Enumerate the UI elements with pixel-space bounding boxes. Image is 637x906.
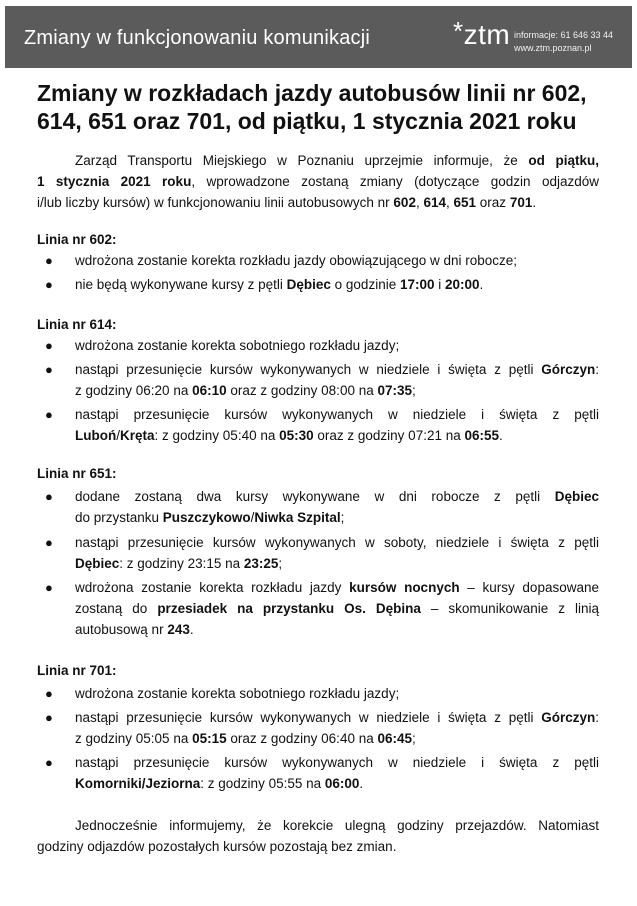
list-item: ● wdrożona zostanie korekta rozkładu jazdy obowiązującego w dni robocze; bbox=[45, 250, 599, 271]
bullet-icon: ● bbox=[45, 489, 53, 504]
bullet-icon: ● bbox=[45, 580, 53, 595]
logo-asterisk-icon: * bbox=[453, 16, 464, 46]
header-bar bbox=[5, 6, 632, 68]
info-website: www.ztm.poznan.pl bbox=[514, 43, 592, 53]
info-phone: informacje: 61 646 33 44 bbox=[514, 30, 614, 40]
list-item: ● nie będą wykonywane kursy z pętli Dębiec o godzinie 17:00 i 20:00. bbox=[45, 274, 599, 295]
bullet-icon: ● bbox=[45, 407, 53, 422]
document-title bbox=[37, 79, 607, 135]
logo-text: ztm bbox=[463, 19, 511, 50]
bullet-icon: ● bbox=[45, 686, 53, 701]
list-item: ● wdrożona zostanie korekta sobotniego rozkładu jazdy; bbox=[45, 683, 599, 704]
list-item: ● wdrożona zostanie korekta sobotniego rozkładu jazdy; bbox=[45, 335, 599, 356]
list-item: ● nastąpi przesunięcie kursów wykonywanych w niedziele i święta z pętli Luboń/Kręta: z godziny 05:40 na 05:30 oraz z godziny 07:21 na 06:55. bbox=[45, 404, 599, 446]
list-item: ● nastąpi przesunięcie kursów wykonywanych w niedziele i święta z pętli Górczyn: z godziny 06:20 na 06:10 oraz z godziny 08:00 na 07:35; bbox=[45, 359, 599, 401]
list-item: ● dodane zostaną dwa kursy wykonywane w dni robocze z pętli Dębiec do przystanku Puszczykowo/Niwka Szpital; bbox=[45, 486, 599, 528]
intro-paragraph: Zarząd Transportu Miejskiego w Poznaniu uprzejmie informuje, że od piątku, 1 stycznia 2021 roku, wprowadzone zostaną zmiany (dotyczące godzin odjazdów i/lub liczby kursów) w funkcjonowaniu linii autobusowych nr 602, 614, 651 oraz 701. bbox=[37, 153, 599, 210]
closing-paragraph: Jednocześnie informujemy, że korekcie ulegną godziny przejazdów. Natomiast godziny odjazdów pozostałych kursów pozostają bez zmian. bbox=[37, 818, 599, 854]
contact-info bbox=[514, 29, 613, 55]
heading-line-614: Linia nr 614: bbox=[37, 317, 117, 332]
title-line-2: 614, 651 oraz 701, od piątku, 1 stycznia 2021 roku bbox=[37, 108, 577, 134]
title-line-1: Zmiany w rozkładach jazdy autobusów linii nr 602, bbox=[37, 80, 587, 106]
bullet-icon: ● bbox=[45, 535, 53, 550]
list-item: ● nastąpi przesunięcie kursów wykonywanych w niedziele i święta z pętli Górczyn: z godziny 05:05 na 05:15 oraz z godziny 06:40 na 06:45; bbox=[45, 707, 599, 749]
header-title: Zmiany w funkcjonowaniu komunikacji bbox=[24, 27, 371, 49]
ztm-logo bbox=[453, 16, 511, 50]
heading-line-701: Linia nr 701: bbox=[37, 663, 117, 678]
heading-line-602: Linia nr 602: bbox=[37, 232, 117, 247]
bullet-icon: ● bbox=[45, 277, 53, 292]
bullet-icon: ● bbox=[45, 710, 53, 725]
bullet-icon: ● bbox=[45, 253, 53, 268]
bullet-icon: ● bbox=[45, 338, 53, 353]
list-item: ● nastąpi przesunięcie kursów wykonywanych w soboty, niedziele i święta z pętli Dębiec: z godziny 23:15 na 23:25; bbox=[45, 532, 599, 574]
bullet-icon: ● bbox=[45, 362, 53, 377]
bullet-icon: ● bbox=[45, 755, 53, 770]
list-item: ● wdrożona zostanie korekta rozkładu jazdy kursów nocnych – kursy dopasowane zostaną do przesiadek na przystanku Os. Dębina – skomunikowanie z linią autobusową nr 243. bbox=[45, 577, 599, 640]
list-item: ● nastąpi przesunięcie kursów wykonywanych w niedziele i święta z pętli Komorniki/Jeziorna: z godziny 05:55 na 06:00. bbox=[45, 752, 599, 794]
heading-line-651: Linia nr 651: bbox=[37, 466, 117, 481]
